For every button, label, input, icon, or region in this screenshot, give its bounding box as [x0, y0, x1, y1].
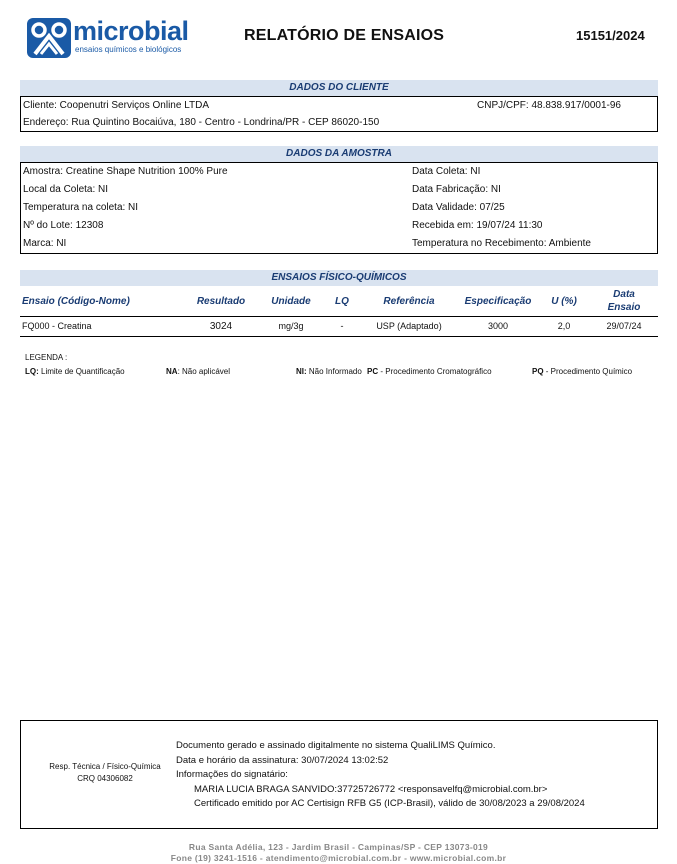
row-lq: -	[340, 321, 344, 331]
client-cnpj: CNPJ/CPF: 48.838.917/0001-96	[477, 100, 621, 111]
microbial-logo-icon	[27, 18, 71, 58]
sample-section	[20, 146, 658, 254]
legend-item-lq: LQ: Limite de Quantificação	[25, 367, 125, 376]
sample-field: Data Validade: 07/25	[412, 202, 505, 213]
row-resultado: 3024	[209, 321, 233, 332]
col-data-line1: Data	[613, 289, 635, 300]
row-unidade: mg/3g	[278, 321, 304, 331]
legend-item-na: NA: Não aplicável	[166, 367, 231, 376]
responsible-crq: CRQ 04306082	[77, 774, 133, 783]
page-title: RELATÓRIO DE ENSAIOS	[244, 27, 445, 44]
row-ensaio: FQ000 - Creatina	[22, 321, 92, 331]
col-unidade: Unidade	[271, 296, 311, 307]
signature-box	[20, 720, 658, 829]
sample-field: Temperatura no Recebimento: Ambiente	[412, 238, 591, 249]
col-data-line2: Ensaio	[607, 302, 641, 313]
client-section	[20, 80, 658, 132]
sample-field: Amostra: Creatine Shape Nutrition 100% Pure	[23, 166, 228, 177]
row-especificacao: 3000	[487, 321, 509, 331]
col-resultado: Resultado	[196, 296, 246, 307]
row-referencia: USP (Adaptado)	[376, 321, 442, 331]
sample-section-title: DADOS DA AMOSTRA	[20, 146, 658, 162]
table-row	[20, 317, 658, 336]
client-address: Endereço: Rua Quintino Bocaiúva, 180 - Centro - Londrina/PR - CEP 86020-150	[23, 117, 380, 128]
signature-line: Informações do signatário:	[176, 769, 288, 780]
legend-item-pc: PC - Procedimento Cromatográfico	[367, 367, 492, 376]
brand-name: microbial	[73, 16, 189, 46]
col-lq: LQ	[335, 296, 349, 307]
signature-text	[176, 739, 585, 812]
report-number: 15151/2024	[576, 28, 645, 43]
legend-title: LEGENDA :	[25, 353, 68, 362]
signature-line: Documento gerado e assinado digitalmente no sistema QualiLIMS Químico.	[176, 740, 496, 751]
responsible-block	[31, 761, 179, 785]
tests-section-title: ENSAIOS FÍSICO-QUÍMICOS	[20, 270, 658, 286]
client-section-title: DADOS DO CLIENTE	[20, 80, 658, 96]
sample-field: Data Fabricação: NI	[412, 184, 501, 195]
sample-field: Marca: NI	[23, 238, 67, 249]
col-ensaio: Ensaio (Código-Nome)	[22, 296, 130, 307]
legend-item-ni: NI: Não Informado	[296, 367, 362, 376]
row-data: 29/07/24	[606, 321, 642, 331]
sample-box	[20, 162, 658, 254]
col-referencia: Referência	[383, 296, 435, 307]
responsible-role: Resp. Técnica / Físico-Química	[49, 762, 161, 771]
tests-table-header	[20, 286, 658, 317]
sample-field: Recebida em: 19/07/24 11:30	[412, 220, 543, 231]
company-logo	[27, 18, 187, 60]
brand-tagline: ensaios químicos e biológicos	[75, 45, 182, 54]
sample-field: Data Coleta: NI	[412, 166, 481, 177]
footer-address: Rua Santa Adélia, 123 - Jardim Brasil - Campinas/SP - CEP 13073-019	[188, 842, 489, 852]
tests-table	[20, 286, 658, 337]
row-u: 2,0	[557, 321, 571, 331]
sample-field: Temperatura na coleta: NI	[23, 202, 139, 213]
signer-name: MARIA LUCIA BRAGA SANVIDO:37725726772 <responsavelfq@microbial.com.br>	[194, 783, 548, 795]
sample-field: Nº do Lote: 12308	[23, 220, 104, 231]
legend-item-pq: PQ - Procedimento Químico	[532, 367, 633, 376]
col-especificacao: Especificação	[464, 296, 532, 307]
col-u: U (%)	[551, 296, 577, 307]
client-name: Cliente: Coopenutri Serviços Online LTDA	[23, 100, 210, 111]
footer-contact: Fone (19) 3241-1516 - atendimento@microbial.com.br - www.microbial.com.br	[170, 853, 507, 863]
tests-section	[20, 270, 658, 337]
sample-field: Local da Coleta: NI	[23, 184, 109, 195]
client-box	[20, 96, 658, 132]
certificate-info: Certificado emitido por AC Certisign RFB G5 (ICP-Brasil), válido de 30/08/2023 a 29/08/2024	[194, 798, 585, 809]
signature-date: Data e horário da assinatura: 30/07/2024 13:02:52	[176, 754, 389, 766]
